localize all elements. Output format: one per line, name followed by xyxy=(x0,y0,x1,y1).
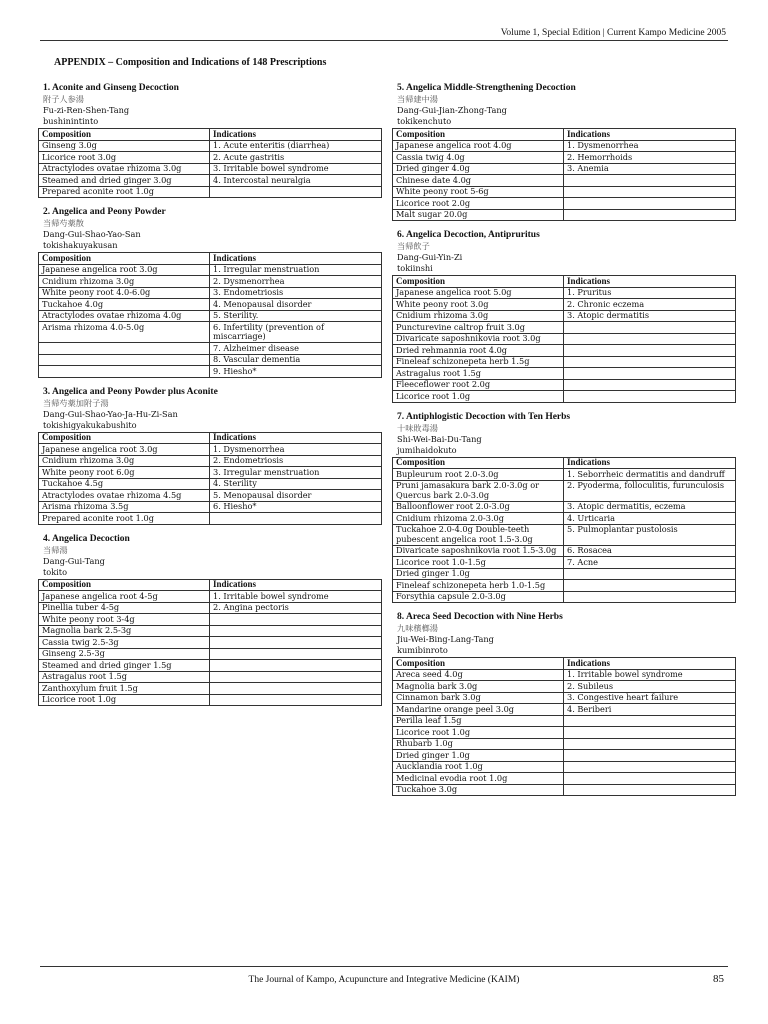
table-row xyxy=(39,322,382,343)
table-row xyxy=(39,140,382,152)
right-column xyxy=(392,82,736,804)
prescription-japanese-name: tokito xyxy=(43,566,68,577)
indication-cell xyxy=(564,322,736,334)
composition-cell: Cnidium rhizoma 3.0g xyxy=(393,310,564,322)
composition-cell: Cassia twig 4.0g xyxy=(393,152,564,164)
composition-cell: Bupleurum root 2.0-3.0g xyxy=(393,469,564,481)
prescription-table xyxy=(38,579,382,707)
table-row xyxy=(393,580,736,592)
composition-cell: Divaricate saposhnikovia root 3.0g xyxy=(393,333,564,345)
indication-cell: 3. Endometriosis xyxy=(210,287,382,299)
composition-cell: Forsythia capsule 2.0-3.0g xyxy=(393,591,564,603)
prescription-japanese-name: bushinintinto xyxy=(43,116,99,126)
prescription-table xyxy=(392,275,736,403)
composition-cell: Steamed and dried ginger 1.5g xyxy=(39,660,210,672)
composition-cell: Japanese angelica root 3.0g xyxy=(39,444,210,456)
indication-cell xyxy=(564,784,736,796)
composition-cell: Cnidium rhizoma 3.0g xyxy=(39,276,210,288)
composition-cell: Licorice root 1.0g xyxy=(393,391,564,403)
table-row xyxy=(39,310,382,322)
indication-cell xyxy=(564,727,736,739)
prescription-title: 6. Angelica Decoction, Antipruritus xyxy=(397,230,540,240)
table-row xyxy=(393,784,736,796)
indication-cell xyxy=(210,513,382,525)
indication-cell xyxy=(564,715,736,727)
table-row xyxy=(393,501,736,513)
prescription-title: 3. Angelica and Peony Powder plus Aconite xyxy=(43,386,218,397)
composition-cell xyxy=(39,343,210,355)
indication-cell: 5. Sterility. xyxy=(210,310,382,322)
composition-cell: White peony root 3.0g xyxy=(393,299,564,311)
prescription-pinyin-name: Jiu-Wei-Bing-Lang-Tang xyxy=(397,634,494,644)
prescription-pinyin-name: Dang-Gui-Tang xyxy=(43,555,105,566)
table-row xyxy=(393,681,736,693)
indication-cell xyxy=(210,648,382,660)
prescription-kanji-name: 当帰湯 xyxy=(43,544,68,555)
indication-cell: 1. Acute enteritis (diarrhea) xyxy=(210,140,382,152)
composition-cell: Magnolia bark 2.5-3g xyxy=(39,625,210,637)
composition-cell xyxy=(39,366,210,378)
indication-cell xyxy=(564,750,736,762)
prescription-table xyxy=(38,128,382,198)
indications-header: Indications xyxy=(210,432,382,444)
prescription-japanese-name: jumihaidokuto xyxy=(397,444,457,455)
indication-cell: 1. Irregular menstruation xyxy=(210,264,382,276)
prescription-block xyxy=(392,611,736,796)
indication-cell: 1. Dysmenorrhea xyxy=(564,140,736,152)
composition-cell: Ginseng 2.5-3g xyxy=(39,648,210,660)
table-header-row xyxy=(393,129,736,141)
table-row xyxy=(393,692,736,704)
table-row xyxy=(393,761,736,773)
composition-cell: Tuckahoe 2.0-4.0g Double-teeth pubescent angelica root 1.5-3.0g xyxy=(393,524,564,545)
left-column xyxy=(38,82,382,714)
composition-cell: Cassia twig 2.5-3g xyxy=(39,637,210,649)
indication-cell: 5. Menopausal disorder xyxy=(210,490,382,502)
table-row xyxy=(393,524,736,545)
table-row xyxy=(393,513,736,525)
composition-cell: Japanese angelica root 3.0g xyxy=(39,264,210,276)
table-row xyxy=(393,557,736,569)
table-row xyxy=(393,152,736,164)
indication-cell: 8. Vascular dementia xyxy=(210,354,382,366)
composition-cell: Ginseng 3.0g xyxy=(39,140,210,152)
prescription-kanji-name: 当帰建中湯 xyxy=(397,94,438,104)
prescription-japanese-name: kumibinroto xyxy=(397,645,448,655)
prescription-pinyin-name: Dang-Gui-Jian-Zhong-Tang xyxy=(397,105,507,115)
indication-cell: 3. Irritable bowel syndrome xyxy=(210,163,382,175)
indication-cell xyxy=(564,773,736,785)
composition-cell: Cnidium rhizoma 2.0-3.0g xyxy=(393,513,564,525)
indication-cell: 2. Dysmenorrhea xyxy=(210,276,382,288)
table-row xyxy=(393,545,736,557)
prescription-title: 4. Angelica Decoction xyxy=(43,533,130,544)
indication-cell xyxy=(210,671,382,683)
indication-cell xyxy=(564,209,736,221)
composition-cell: Tuckahoe 3.0g xyxy=(393,784,564,796)
indications-header: Indications xyxy=(210,129,382,141)
table-row xyxy=(393,727,736,739)
composition-cell: White peony root 5-6g xyxy=(393,186,564,198)
indication-cell xyxy=(210,660,382,672)
prescription-table xyxy=(392,657,736,796)
composition-header: Composition xyxy=(393,129,564,141)
table-row xyxy=(39,501,382,513)
prescription-title: 7. Antiphlogistic Decoction with Ten Herbs xyxy=(397,411,571,422)
indications-header: Indications xyxy=(564,276,736,288)
composition-cell: Tuckahoe 4.0g xyxy=(39,299,210,311)
composition-cell: Arisma rhizoma 3.5g xyxy=(39,501,210,513)
composition-cell: Dried ginger 1.0g xyxy=(393,568,564,580)
table-row xyxy=(39,683,382,695)
prescription-kanji-name: 当帰芍薬散 xyxy=(43,218,84,228)
indication-cell: 3. Congestive heart failure xyxy=(564,692,736,704)
prescription-title: 1. Aconite and Ginseng Decoction xyxy=(43,83,179,93)
composition-cell: Prepared aconite root 1.0g xyxy=(39,186,210,198)
composition-cell: Malt sugar 20.0g xyxy=(393,209,564,221)
prescription-pinyin-name: Dang-Gui-Shao-Yao-San xyxy=(43,229,141,239)
table-row xyxy=(393,209,736,221)
indications-header: Indications xyxy=(564,129,736,141)
indication-cell xyxy=(210,683,382,695)
indication-cell xyxy=(564,568,736,580)
table-row xyxy=(393,163,736,175)
composition-cell: Tuckahoe 4.5g xyxy=(39,478,210,490)
indications-header: Indications xyxy=(210,253,382,265)
table-header-row xyxy=(393,276,736,288)
table-row xyxy=(39,455,382,467)
page-number: 85 xyxy=(713,973,724,985)
table-row xyxy=(393,368,736,380)
indication-cell xyxy=(564,761,736,773)
composition-cell: Dried rehmannia root 4.0g xyxy=(393,345,564,357)
composition-header: Composition xyxy=(393,276,564,288)
prescription-title: 2. Angelica and Peony Powder xyxy=(43,207,166,217)
table-row xyxy=(39,186,382,198)
composition-cell: Licorice root 1.0g xyxy=(39,694,210,706)
indication-cell: 1. Pruritus xyxy=(564,287,736,299)
table-row xyxy=(393,198,736,210)
table-row xyxy=(39,614,382,626)
composition-cell: Atractylodes ovatae rhizoma 4.5g xyxy=(39,490,210,502)
indication-cell: 2. Acute gastritis xyxy=(210,152,382,164)
table-header-row xyxy=(39,432,382,444)
composition-cell: Mandarine orange peel 3.0g xyxy=(393,704,564,716)
indications-header: Indications xyxy=(564,457,736,469)
table-header-row xyxy=(393,658,736,670)
composition-cell: Rhubarb 1.0g xyxy=(393,738,564,750)
table-row xyxy=(39,299,382,311)
table-header-row xyxy=(39,253,382,265)
indication-cell: 6. Rosacea xyxy=(564,545,736,557)
indication-cell xyxy=(564,356,736,368)
indication-cell xyxy=(210,637,382,649)
table-row xyxy=(39,694,382,706)
indication-cell xyxy=(564,333,736,345)
table-row xyxy=(39,366,382,378)
prescription-block xyxy=(392,82,736,221)
table-row xyxy=(393,310,736,322)
prescription-block xyxy=(392,411,736,604)
indication-cell: 5. Pulmoplantar pustolosis xyxy=(564,524,736,545)
table-row xyxy=(393,568,736,580)
indication-cell xyxy=(564,580,736,592)
table-row xyxy=(393,186,736,198)
table-row xyxy=(39,287,382,299)
composition-cell: Zanthoxylum fruit 1.5g xyxy=(39,683,210,695)
indication-cell: 2. Angina pectoris xyxy=(210,602,382,614)
indication-cell: 6. Infertility (prevention of miscarriage) xyxy=(210,322,382,343)
prescription-kanji-name: 附子人参湯 xyxy=(43,94,84,104)
prescription-block xyxy=(38,206,382,378)
footer-rule xyxy=(40,966,728,967)
table-row xyxy=(393,591,736,603)
composition-cell: Pinellia tuber 4-5g xyxy=(39,602,210,614)
composition-cell: Japanese angelica root 4.0g xyxy=(393,140,564,152)
indications-header: Indications xyxy=(564,658,736,670)
composition-cell: Fineleaf schizonepeta herb 1.5g xyxy=(393,356,564,368)
table-row xyxy=(393,391,736,403)
table-row xyxy=(393,750,736,762)
table-row xyxy=(393,322,736,334)
indication-cell xyxy=(564,379,736,391)
prescription-block xyxy=(392,229,736,403)
prescription-table xyxy=(38,252,382,378)
prescription-kanji-name: 九味檳榔湯 xyxy=(397,623,438,633)
indication-cell: 4. Intercostal neuralgia xyxy=(210,175,382,187)
indication-cell xyxy=(564,368,736,380)
table-row xyxy=(393,738,736,750)
composition-header: Composition xyxy=(39,432,210,444)
composition-cell: Dried ginger 4.0g xyxy=(393,163,564,175)
composition-cell: Prepared aconite root 1.0g xyxy=(39,513,210,525)
table-row xyxy=(393,299,736,311)
table-row xyxy=(393,287,736,299)
indication-cell: 2. Chronic eczema xyxy=(564,299,736,311)
table-row xyxy=(393,356,736,368)
prescription-table xyxy=(392,457,736,604)
prescription-japanese-name: tokishakuyakusan xyxy=(43,240,118,250)
composition-cell: White peony root 4.0-6.0g xyxy=(39,287,210,299)
composition-cell: Licorice root 2.0g xyxy=(393,198,564,210)
indication-cell: 2. Pyoderma, folloculitis, furunculosis xyxy=(564,480,736,501)
indication-cell: 7. Alzheimer disease xyxy=(210,343,382,355)
table-row xyxy=(39,264,382,276)
table-row xyxy=(393,704,736,716)
composition-cell: Arisma rhizoma 4.0-5.0g xyxy=(39,322,210,343)
indication-cell: 6. Hiesho* xyxy=(210,501,382,513)
prescription-japanese-name: tokikenchuto xyxy=(397,116,452,126)
prescription-pinyin-name: Shi-Wei-Bai-Du-Tang xyxy=(397,433,482,444)
composition-cell: Steamed and dried ginger 3.0g xyxy=(39,175,210,187)
indication-cell: 3. Atopic dermatitis xyxy=(564,310,736,322)
composition-cell: Cnidium rhizoma 3.0g xyxy=(39,455,210,467)
footer-journal: The Journal of Kampo, Acupuncture and Integrative Medicine (KAIM) xyxy=(248,975,520,985)
composition-header: Composition xyxy=(39,129,210,141)
indication-cell xyxy=(210,694,382,706)
indication-cell xyxy=(210,614,382,626)
table-row xyxy=(393,715,736,727)
composition-cell: Perilla leaf 1.5g xyxy=(393,715,564,727)
indication-cell: 3. Irregular menstruation xyxy=(210,467,382,479)
composition-cell: Astragalus root 1.5g xyxy=(39,671,210,683)
composition-cell: Aucklandia root 1.0g xyxy=(393,761,564,773)
table-row xyxy=(393,773,736,785)
prescription-table xyxy=(392,128,736,221)
indication-cell: 9. Hiesho* xyxy=(210,366,382,378)
indication-cell xyxy=(564,591,736,603)
composition-cell xyxy=(39,354,210,366)
indication-cell: 1. Irritable bowel syndrome xyxy=(564,669,736,681)
indication-cell: 2. Subileus xyxy=(564,681,736,693)
composition-cell: Areca seed 4.0g xyxy=(393,669,564,681)
appendix-title: APPENDIX – Composition and Indications of 148 Prescriptions xyxy=(54,57,327,68)
indication-cell: 1. Dysmenorrhea xyxy=(210,444,382,456)
composition-header: Composition xyxy=(39,579,210,591)
indication-cell: 2. Endometriosis xyxy=(210,455,382,467)
table-row xyxy=(393,333,736,345)
composition-cell: Fleeceflower root 2.0g xyxy=(393,379,564,391)
indication-cell: 1. Seborrheic dermatitis and dandruff xyxy=(564,469,736,481)
prescription-japanese-name: tokishigyakukabushito xyxy=(43,419,137,430)
indication-cell: 4. Menopausal disorder xyxy=(210,299,382,311)
indication-cell xyxy=(564,345,736,357)
table-row xyxy=(39,354,382,366)
composition-cell: Japanese angelica root 4-5g xyxy=(39,591,210,603)
table-row xyxy=(393,140,736,152)
table-row xyxy=(39,163,382,175)
table-row xyxy=(393,175,736,187)
prescription-pinyin-name: Dang-Gui-Yin-Zi xyxy=(397,252,463,262)
indication-cell: 4. Beriberi xyxy=(564,704,736,716)
table-row xyxy=(39,591,382,603)
indication-cell: 3. Atopic dermatitis, eczema xyxy=(564,501,736,513)
composition-cell: Atractylodes ovatae rhizoma 3.0g xyxy=(39,163,210,175)
prescription-kanji-name: 当帰芍薬加附子湯 xyxy=(43,397,109,408)
prescription-block xyxy=(38,386,382,525)
prescription-pinyin-name: Fu-zi-Ren-Shen-Tang xyxy=(43,105,130,115)
prescription-block xyxy=(38,82,382,198)
indication-cell xyxy=(564,186,736,198)
indication-cell xyxy=(564,391,736,403)
indication-cell xyxy=(210,186,382,198)
indications-header: Indications xyxy=(210,579,382,591)
prescription-kanji-name: 当帰飲子 xyxy=(397,241,430,251)
composition-cell: Medicinal evodia root 1.0g xyxy=(393,773,564,785)
prescription-block xyxy=(38,533,382,707)
composition-cell: Balloonflower root 2.0-3.0g xyxy=(393,501,564,513)
table-row xyxy=(39,660,382,672)
table-row xyxy=(39,478,382,490)
composition-cell: Cinnamon bark 3.0g xyxy=(393,692,564,704)
table-row xyxy=(39,490,382,502)
indication-cell: 7. Acne xyxy=(564,557,736,569)
indication-cell xyxy=(564,738,736,750)
composition-cell: Licorice root 3.0g xyxy=(39,152,210,164)
composition-cell: Pruni jamasakura bark 2.0-3.0g or Quercus bark 2.0-3.0g xyxy=(393,480,564,501)
indication-cell: 4. Urticaria xyxy=(564,513,736,525)
table-row xyxy=(39,444,382,456)
prescription-pinyin-name: Dang-Gui-Shao-Yao-Ja-Hu-Zi-San xyxy=(43,408,178,419)
table-row xyxy=(39,276,382,288)
composition-cell: Puncturevine caltrop fruit 3.0g xyxy=(393,322,564,334)
indication-cell: 1. Irritable bowel syndrome xyxy=(210,591,382,603)
composition-cell: Divaricate saposhnikovia root 1.5-3.0g xyxy=(393,545,564,557)
table-row xyxy=(393,469,736,481)
table-row xyxy=(39,625,382,637)
table-row xyxy=(39,648,382,660)
table-row xyxy=(39,637,382,649)
composition-header: Composition xyxy=(393,658,564,670)
indication-cell: 4. Sterility xyxy=(210,478,382,490)
table-row xyxy=(393,379,736,391)
composition-cell: Astragalus root 1.5g xyxy=(393,368,564,380)
table-row xyxy=(393,345,736,357)
prescription-japanese-name: tokiinshi xyxy=(397,263,433,273)
table-row xyxy=(39,513,382,525)
indication-cell: 3. Anemia xyxy=(564,163,736,175)
composition-cell: Licorice root 1.0g xyxy=(393,727,564,739)
composition-cell: White peony root 6.0g xyxy=(39,467,210,479)
table-row xyxy=(39,175,382,187)
composition-cell: Atractylodes ovatae rhizoma 4.0g xyxy=(39,310,210,322)
prescription-kanji-name: 十味敗毒湯 xyxy=(397,422,438,433)
indication-cell: 2. Hemorrhoids xyxy=(564,152,736,164)
composition-cell: Chinese date 4.0g xyxy=(393,175,564,187)
prescription-title: 8. Areca Seed Decoction with Nine Herbs xyxy=(397,612,563,622)
table-header-row xyxy=(39,579,382,591)
table-header-row xyxy=(39,129,382,141)
table-header-row xyxy=(393,457,736,469)
composition-cell: Licorice root 1.0-1.5g xyxy=(393,557,564,569)
table-row xyxy=(39,602,382,614)
running-head: Volume 1, Special Edition | Current Kampo Medicine 2005 xyxy=(500,28,726,38)
indication-cell xyxy=(564,175,736,187)
table-row xyxy=(39,671,382,683)
table-row xyxy=(39,152,382,164)
indication-cell xyxy=(210,625,382,637)
table-row xyxy=(393,669,736,681)
table-row xyxy=(39,343,382,355)
composition-cell: Magnolia bark 3.0g xyxy=(393,681,564,693)
indication-cell xyxy=(564,198,736,210)
composition-cell: Fineleaf schizonepeta herb 1.0-1.5g xyxy=(393,580,564,592)
prescription-table xyxy=(38,432,382,525)
composition-cell: White peony root 3-4g xyxy=(39,614,210,626)
header-rule xyxy=(40,40,728,41)
composition-header: Composition xyxy=(393,457,564,469)
table-row xyxy=(393,480,736,501)
composition-header: Composition xyxy=(39,253,210,265)
composition-cell: Japanese angelica root 5.0g xyxy=(393,287,564,299)
composition-cell: Dried ginger 1.0g xyxy=(393,750,564,762)
table-row xyxy=(39,467,382,479)
prescription-title: 5. Angelica Middle-Strengthening Decoction xyxy=(397,83,576,93)
